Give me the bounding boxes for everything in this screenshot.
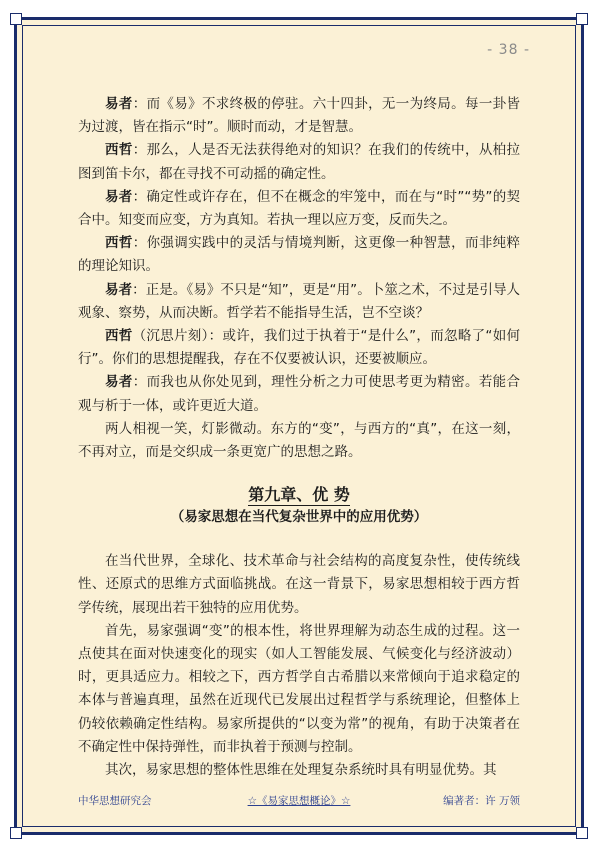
page-content [78, 93, 520, 782]
corner-ornament-bottom-left [10, 827, 22, 839]
speaker-name: 易者 [105, 374, 133, 391]
corner-ornament-top-left [10, 13, 22, 25]
dialogue-line: 西哲：那么，人是否无法获得绝对的知识？在我们的传统中，从柏拉图到笛卡尔，都在寻找不可动摇的确定性。 [78, 142, 521, 182]
corner-ornament-top-right [576, 13, 588, 25]
footer-organization: 中华思想研究会 [78, 795, 152, 807]
footer-author: 编著者：许 万领 [443, 795, 520, 807]
dialogue-text: 那么，人是否无法获得绝对的知识？在我们的传统中，从柏拉图到笛卡尔，都在寻找不可动摇的确定性。 [78, 142, 521, 182]
dialogue-text: 你强调实践中的灵活与情境判断，这更像一种智慧，而非纯粹的理论知识。 [78, 235, 521, 275]
page-number: - 38 - [487, 42, 530, 58]
speaker-name: 西哲 [105, 328, 133, 345]
chapter-title: 第九章、优 势 [248, 485, 350, 505]
dialogue-line: 易者：而《易》不求终极的停驻。六十四卦，无一为终局。每一卦皆为过渡，皆在指示“时”。顺时而动，才是智慧。 [78, 96, 521, 136]
dialogue-text: 正是。《易》不只是“知”，更是“用”。卜筮之术，不过是引导人观象、察势，从而决断。哲学若不能指导生活，岂不空谈？ [78, 281, 521, 321]
dialogue-line: 西哲：你强调实践中的灵活与情境判断，这更像一种智慧，而非纯粹的理论知识。 [78, 235, 521, 275]
dialogue-line: 易者：确定性或许存在，但不在概念的牢笼中，而在与“时”“势”的契合中。知变而应变，方为真知。若执一理以应万变，反而失之。 [78, 188, 521, 229]
body-paragraph: 其次，易家思想的整体性思维在处理复杂系统时具有明显优势。其 [105, 762, 497, 779]
dialogue-text: （沉思片刻）：或许，我们过于执着于“是什么”，而忽略了“如何行”。你们的思想提醒我，存在不仅要被认识，还要被顺应。 [78, 328, 521, 368]
closing-paragraph: 两人相视一笑，灯影微动。东方的“变”，与西方的“真”，在这一刻，不再对立，而是交织成一条更宽广的思想之路。 [78, 420, 520, 461]
body-paragraph: 首先，易家强调“变”的根本性，将世界理解为动态生成的过程。这一点使其在面对快速变化的现实（如人工智能发展、气候变化与经济波动）时，更具适应力。相较之下，西方哲学自古希腊以来常倾向于追求稳定的本体与普遍真理，虽然在近现代已发展出过程哲学与系统理论，但整体上仍较依赖确定性结构。易家所提供的“以变为常”的视角，有助于决策者在不确定性中保持弹性，而非执着于预测与控制。 [78, 622, 520, 755]
corner-ornament-bottom-right [576, 827, 588, 839]
dialogue-text: 确定性或许存在，但不在概念的牢笼中，而在与“时”“势”的契合中。知变而应变，方为真知。若执一理以应万变，反而失之。 [78, 188, 521, 229]
dialogue-text: 而《易》不求终极的停驻。六十四卦，无一为终局。每一卦皆为过渡，皆在指示“时”。顺时而动，才是智慧。 [78, 96, 521, 136]
speaker-name: 易者 [105, 188, 133, 205]
speaker-name: 西哲 [105, 142, 133, 159]
dialogue-text: 而我也从你处见到，理性分析之力可使思考更为精密。若能合观与析于一体，或许更近大道。 [78, 374, 521, 414]
speaker-name: 易者 [105, 96, 133, 112]
dialogue-line: 易者：而我也从你处见到，理性分析之力可使思考更为精密。若能合观与析于一体，或许更近大道。 [78, 374, 521, 414]
footer-book-title: ☆《易家思想概论》☆ [247, 795, 351, 807]
speaker-name: 易者 [105, 281, 133, 298]
chapter-subtitle: （易家思想在当代复杂世界中的应用优势） [170, 509, 428, 526]
speaker-name: 西哲 [105, 235, 133, 252]
body-paragraph: 在当代世界，全球化、技术革命与社会结构的高度复杂性，使传统线性、还原式的思维方式面临挑战。在这一背景下，易家思想相较于西方哲学传统，展现出若干独特的应用优势。 [78, 553, 520, 616]
dialogue-line [78, 325, 520, 371]
dialogue-line: 易者：正是。《易》不只是“知”，更是“用”。卜筮之术，不过是引导人观象、察势，从而决断。哲学若不能指导生活，岂不空谈？ [78, 281, 521, 321]
